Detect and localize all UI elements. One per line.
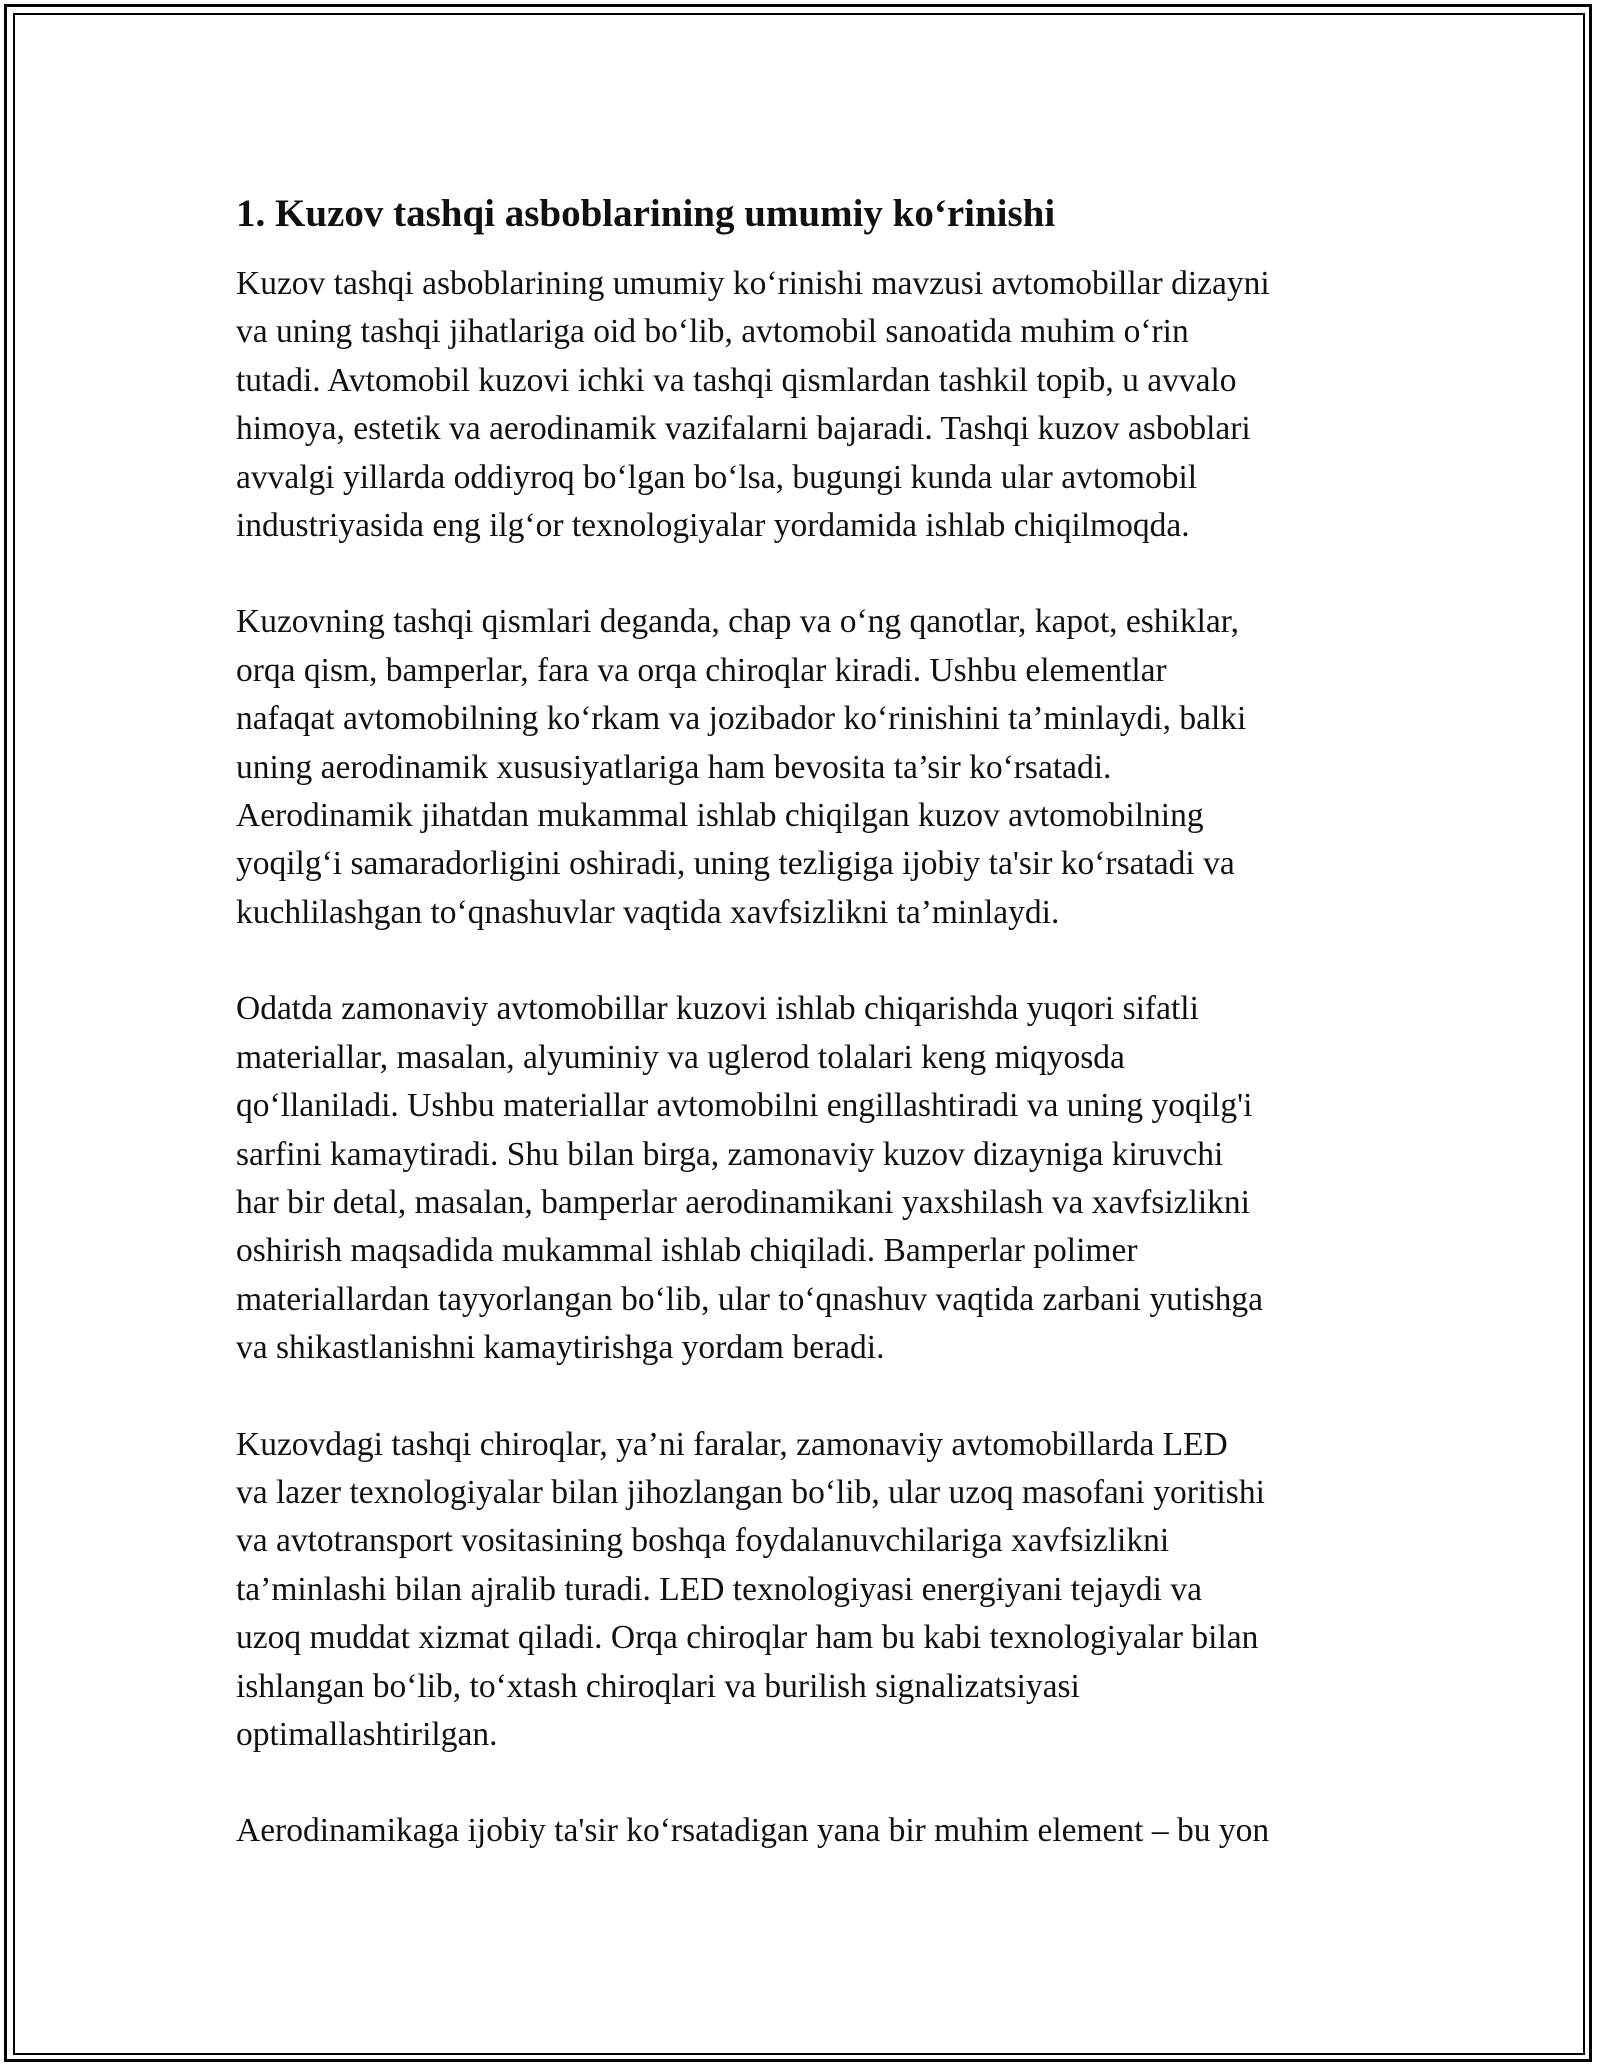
paragraph-1: Kuzov tashqi asboblarining umumiy ko‘rinishi mavzusi avtomobillar dizayni va uning tashqi jihatlariga oid bo‘lib, avtomobil sanoatida muhim o‘rin tutadi. Avtomobil kuzovi ichki va tashqi qismlardan tashkil topib, u avvalo himoya, estetik va aerodinamik vazifalarni bajaradi. Tashqi kuzov asboblari avvalgi yillarda oddiyroq bo‘lgan bo‘lsa, bugungi kunda ular avtomobil industriyasida eng ilg‘or texnologiyalar yordamida ishlab chiqilmoqda. [236,265,1270,545]
document-body [236,188,1386,1904]
section-heading: 1. Kuzov tashqi asboblarining umumiy ko‘rinishi [236,192,1056,235]
paragraph-4: Kuzovdagi tashqi chiroqlar, ya’ni faralar, zamonaviy avtomobillarda LED va lazer texnologiyalar bilan jihozlangan bo‘lib, ular uzoq masofani yoritishi va avtotransport vositasining boshqa foydalanuvchilariga xavfsizlikni ta’minlashi bilan ajralib turadi. LED texnologiyasi energiyani tejaydi va uzoq muddat xizmat qiladi. Orqa chiroqlar ham bu kabi texnologiyalar bilan ishlangan bo‘lib, to‘xtash chiroqlari va burilish signalizatsiyasi optimallashtirilgan. [236,1425,1265,1753]
paragraph-2: Kuzovning tashqi qismlari deganda, chap va o‘ng qanotlar, kapot, eshiklar, orqa qism, bamperlar, fara va orqa chiroqlar kiradi. Ushbu elementlar nafaqat avtomobilning ko‘rkam va jozibador ko‘rinishini ta’minlaydi, balki uning aerodinamik xususiyatlariga ham bevosita ta’sir ko‘rsatadi. Aerodinamik jihatdan mukammal ishlab chiqilgan kuzov avtomobilning yoqilg‘i samaradorligini oshiradi, uning tezligiga ijobiy ta'sir ko‘rsatadi va kuchlilashgan to‘qnashuvlar vaqtida xavfsizlikni ta’minlaydi. [236,603,1247,931]
paragraph-3: Odatda zamonaviy avtomobillar kuzovi ishlab chiqarishda yuqori sifatli materiallar, masalan, alyuminiy va uglerod tolalari keng miqyosda qo‘llaniladi. Ushbu materiallar avtomobilni engillashtiradi va uning yoqilg'i sarfini kamaytiradi. Shu bilan birga, zamonaviy kuzov dizayniga kiruvchi har bir detal, masalan, bamperlar aerodinamikani yaxshilash va xavfsizlikni oshirish maqsadida mukammal ishlab chiqiladi. Bamperlar polimer materiallardan tayyorlangan bo‘lib, ular to‘qnashuv vaqtida zarbani yutishga va shikastlanishni kamaytirishga yordam beradi. [236,990,1263,1367]
paragraph-5: Aerodinamikaga ijobiy ta'sir ko‘rsatadigan yana bir muhim element – bu yon [236,1812,1270,1850]
